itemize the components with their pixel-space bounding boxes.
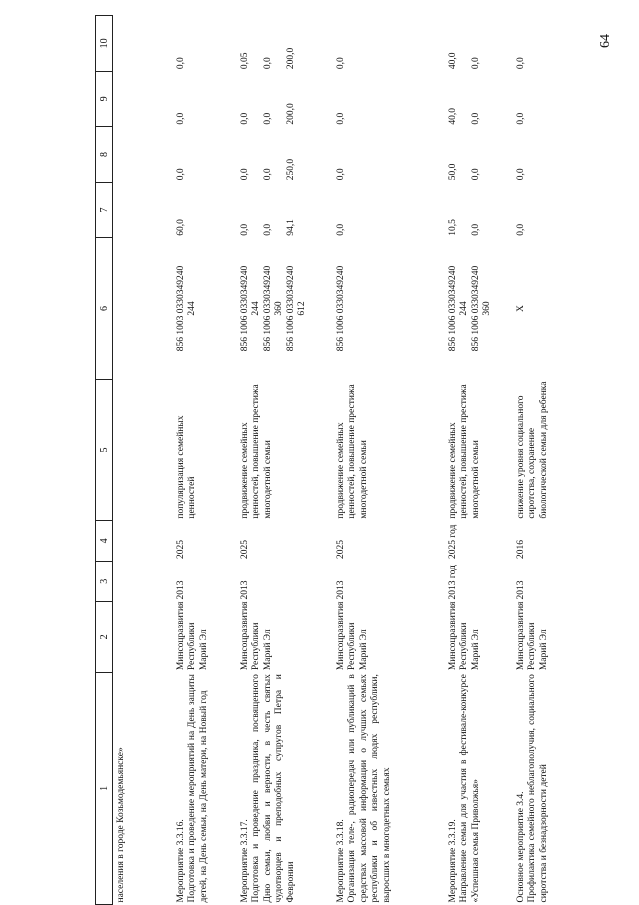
- amount-col8: 0,0: [335, 168, 346, 181]
- amount-col8: [113, 127, 173, 183]
- amount-col9: 0,0: [175, 112, 186, 125]
- amount-col9: 0,0: [335, 112, 346, 125]
- budget-code: 856 1006 0330349240: [335, 265, 346, 352]
- amount-col9: 0,0: [515, 112, 526, 125]
- amount-col10: 0,0: [175, 57, 186, 70]
- amount-col7: 60,0: [175, 219, 186, 236]
- start-year: 2013 год: [447, 565, 458, 600]
- table-row: [113, 16, 173, 905]
- column-number: 1: [96, 672, 113, 904]
- table-body: [113, 16, 593, 905]
- executor: Минсоцразвития Республики Марий Эл: [447, 601, 481, 671]
- start-year: 2013: [335, 580, 346, 600]
- column-number: 7: [96, 182, 113, 238]
- amount-col7: 0,0 0,0 94,1: [239, 219, 296, 236]
- amount-col9: 40,0 0,0: [447, 108, 481, 125]
- executor: Минсоцразвития Республики Марий Эл: [175, 601, 209, 671]
- start-year: [113, 561, 173, 601]
- amount-col8: 0,0: [175, 168, 186, 181]
- table-row: [237, 16, 333, 905]
- column-number: 8: [96, 127, 113, 183]
- amount-col10: 40,0 0,0: [447, 52, 481, 70]
- amount-col7: [113, 182, 173, 238]
- end-year: 2025: [239, 540, 250, 560]
- measure-name: населения в городе Козьмодемьянске»: [116, 747, 126, 903]
- program-table: [95, 15, 593, 905]
- measure-name: Мероприятие 3.3.19. Направление семьи для участия в фестивале-конкурсе «Успешная семья Приволжья»: [447, 674, 481, 903]
- expected-result: снижение уровня социального сиротства, сохранение биологической семьи для ребенка: [515, 381, 549, 519]
- measure-name: Мероприятие 3.3.16. Подготовка и проведение мероприятий на День защиты детей, на День семьи, на День матери, на Новый год: [175, 674, 209, 903]
- table-header: [96, 16, 113, 905]
- expected-result: продвижение семейных ценностей, повышение престижа многодетной семьи: [447, 384, 481, 519]
- page-number: 64: [598, 34, 613, 48]
- executor: [113, 601, 173, 672]
- column-number: 10: [96, 16, 113, 72]
- column-number: 6: [96, 238, 113, 379]
- end-year: 2016: [515, 540, 526, 560]
- column-number: 5: [96, 379, 113, 520]
- table-row: [333, 16, 445, 905]
- end-year: 2025: [335, 540, 346, 560]
- executor: Минсоцразвития Республики Марий Эл: [515, 601, 549, 671]
- program-table-sheet: [95, 15, 549, 905]
- amount-col8: 50,0 0,0: [447, 163, 481, 181]
- amount-col10: [113, 16, 173, 72]
- measure-name: Мероприятие 3.3.17. Подготовка и проведение праздника, посвященного Дню семьи, любви и верности, в честь святых чудотворцев и преподобных супругов Петра и Февронии: [239, 674, 296, 903]
- table-row: [445, 16, 513, 905]
- budget-code: 856 1006 0330349240 244 856 1006 0330349240 360: [447, 265, 492, 352]
- expected-result: популяризация семейных ценностей: [175, 415, 197, 519]
- amount-col9: [113, 71, 173, 127]
- executor: Минсоцразвития Республики Марий Эл: [335, 601, 369, 671]
- amount-col10: 0,05 0,0 200,0: [239, 47, 296, 70]
- end-year: 2025: [175, 540, 186, 560]
- measure-name: Мероприятие 3.3.18. Организация теле-, радиопередач или публикаций в средствах массовой информации о лучших семьях республики и об известных людях республики, выросших в многодетных семьях: [335, 674, 392, 903]
- budget-code: 856 1006 0330349240 244 856 1006 0330349240 360 856 1006 0330349240 612: [239, 265, 307, 352]
- expected-result: продвижение семейных ценностей, повышение престижа многодетной семьи: [335, 384, 369, 519]
- budget-code: X: [515, 305, 526, 312]
- start-year: 2013: [239, 580, 250, 600]
- amount-col8: 0,0 0,0 250,0: [239, 158, 296, 181]
- table-row: [513, 16, 593, 905]
- amount-col7: 0,0: [335, 223, 346, 236]
- start-year: 2013: [515, 580, 526, 600]
- amount-col9: 0,0 0,0 200,0: [239, 103, 296, 125]
- end-year: [113, 521, 173, 561]
- column-number: 2: [96, 601, 113, 672]
- expected-result: продвижение семейных ценностей, повышение престижа многодетной семьи: [239, 384, 273, 519]
- amount-col8: 0,0: [515, 168, 526, 181]
- budget-code: [113, 238, 173, 379]
- column-number: 9: [96, 71, 113, 127]
- amount-col7: 0,0: [515, 223, 526, 236]
- start-year: 2013: [175, 580, 186, 600]
- budget-code: 856 1003 0330349240 244: [175, 265, 197, 352]
- executor: Минсоцразвития Республики Марий Эл: [239, 601, 273, 671]
- amount-col10: 0,0: [335, 57, 346, 70]
- amount-col7: 10,5 0,0: [447, 219, 481, 236]
- column-number: 4: [96, 521, 113, 561]
- column-number: 3: [96, 561, 113, 601]
- measure-name: Основное мероприятие 3.4. Профилактика семейного неблагополучия, социального сиротства и безнадзорности детей: [515, 674, 549, 903]
- table-row: [173, 16, 237, 905]
- end-year: 2025 год: [447, 524, 458, 560]
- amount-col10: 0,0: [515, 57, 526, 70]
- expected-result: [113, 379, 173, 520]
